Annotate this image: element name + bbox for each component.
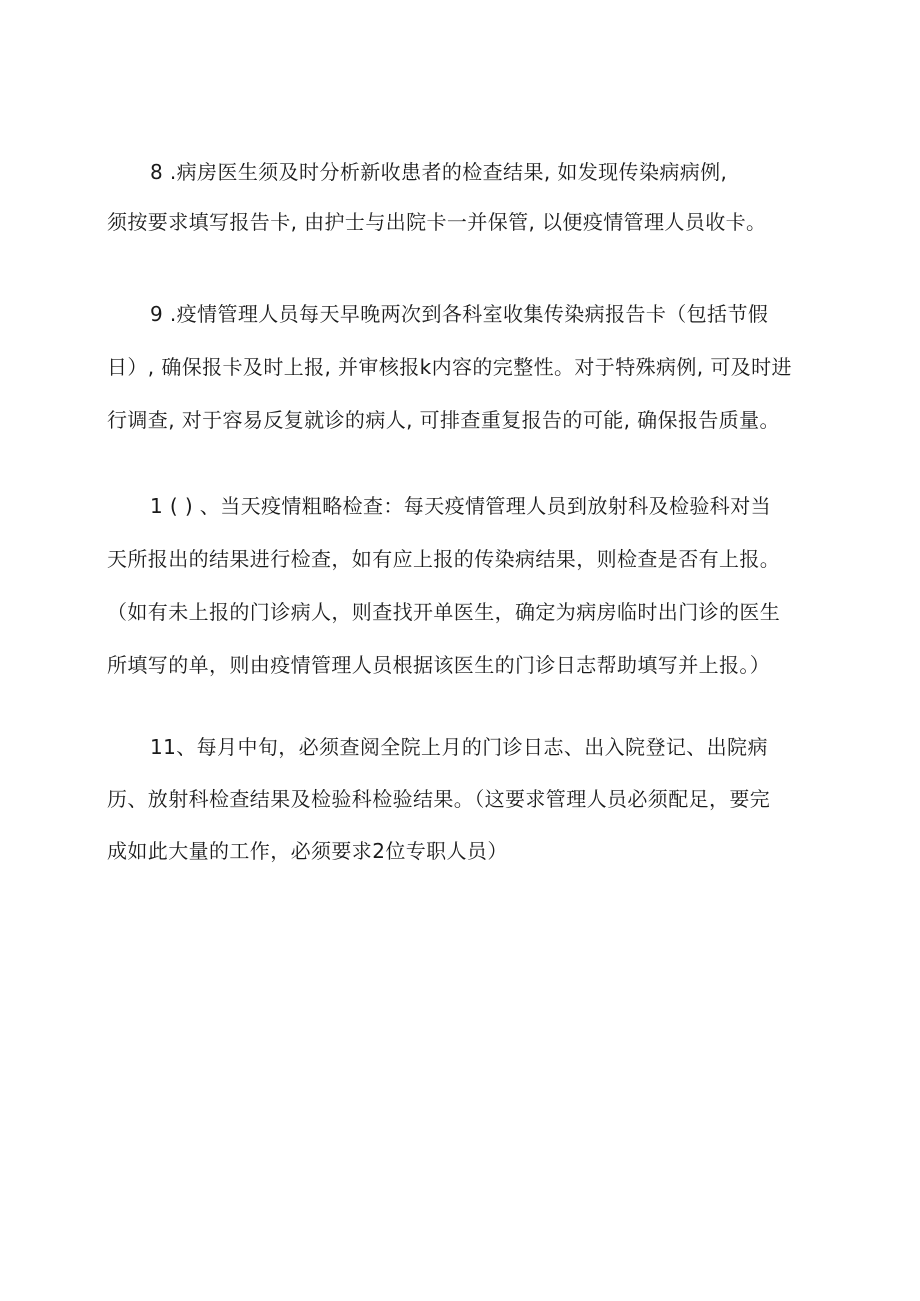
paragraph-line: 11、每月中旬，必须查阅全院上月的门诊日志、出入院登记、出院病 xyxy=(150,735,768,759)
paragraph-line: 8 .病房医生须及时分析新收患者的检查结果, 如发现传染病病例, xyxy=(150,160,728,184)
paragraph-line: 行调查, 对于容易反复就诊的病人, 可排查重复报告的可能, 确保报告质量。 xyxy=(107,408,780,432)
paragraph-8 xyxy=(107,147,819,247)
paragraph-11 xyxy=(107,721,819,877)
paragraph-line: 9 .疫情管理人员每天早晚两次到各科室收集传染病报告卡（包括节假 xyxy=(150,302,769,326)
paragraph-line: 须按要求填写报告卡, 由护士与出院卡一并保管, 以便疫情管理人员收卡。 xyxy=(107,210,767,234)
paragraph-9 xyxy=(107,288,819,447)
paragraph-line: 日）, 确保报卡及时上报, 并审核报k内容的完整性。对于特殊病例, 可及时进 xyxy=(107,355,792,379)
paragraph-line: （如有未上报的门诊病人，则查找开单医生，确定为病房临时出门诊的医生 xyxy=(107,600,781,624)
paragraph-line: 成如此大量的工作，必须要求2位专职人员） xyxy=(107,839,508,863)
paragraph-10 xyxy=(107,480,819,692)
paragraph-line: 天所报出的结果进行检查，如有应上报的传染病结果，则检查是否有上报。 xyxy=(107,547,781,571)
paragraph-line: 1 ( ) 、当天疫情粗略检查：每天疫情管理人员到放射科及检验科对当 xyxy=(150,494,772,518)
paragraph-line: 历、放射科检查结果及检验科检验结果。（这要求管理人员必须配足，要完 xyxy=(107,787,771,811)
paragraph-line: 所填写的单，则由疫情管理人员根据该医生的门诊日志帮助填写并上报。） xyxy=(107,653,771,677)
